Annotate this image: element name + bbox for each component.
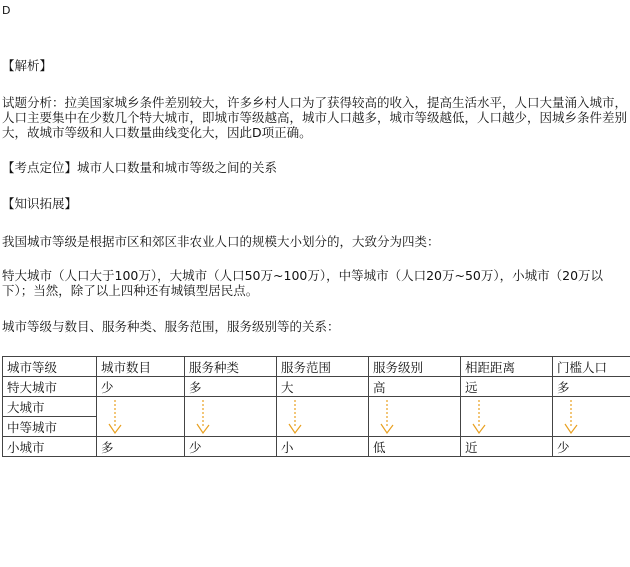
table-row: [3, 377, 630, 397]
analysis-heading: 【解析】: [2, 58, 53, 73]
answer-letter: D: [2, 4, 11, 17]
table-cell: 多: [97, 437, 185, 457]
key-point-text: 城市人口数量和城市等级之间的关系: [77, 160, 278, 175]
table-cell: 大城市: [3, 397, 97, 417]
table-cell: 低: [369, 437, 461, 457]
extension-paragraph-1: 我国城市等级是根据市区和郊区非农业人口的规模大小划分的，大致分为四类：: [2, 234, 440, 249]
table-cell: 近: [461, 437, 553, 457]
trend-arrow-icon: [379, 399, 395, 435]
trend-arrow-icon: [287, 399, 303, 435]
table-cell: 少: [185, 437, 277, 457]
key-point-heading: [2, 160, 277, 175]
key-point-label: 【考点定位】: [2, 160, 78, 175]
table-cell: 小城市: [3, 437, 97, 457]
table-header-cell: 门槛人口: [553, 357, 630, 377]
trend-arrow-cell: [461, 397, 553, 437]
trend-arrow-icon: [471, 399, 487, 435]
trend-arrow-cell: [369, 397, 461, 437]
trend-arrow-cell: [97, 397, 185, 437]
table-header-cell: 服务范围: [277, 357, 369, 377]
table-header-cell: 城市数目: [97, 357, 185, 377]
table-cell: 少: [97, 377, 185, 397]
table-header-cell: 服务级别: [369, 357, 461, 377]
table-cell: 特大城市: [3, 377, 97, 397]
table-cell: 小: [277, 437, 369, 457]
table-header-cell: 服务种类: [185, 357, 277, 377]
extension-paragraph-3: 城市等级与数目、服务种类、服务范围，服务级别等的关系：: [2, 319, 340, 334]
table-row: [3, 397, 630, 417]
table-header-cell: 相距距离: [461, 357, 553, 377]
table-cell: 多: [553, 377, 630, 397]
table-cell: 远: [461, 377, 553, 397]
trend-arrow-cell: [277, 397, 369, 437]
trend-arrow-cell: [185, 397, 277, 437]
table-cell: 中等城市: [3, 417, 97, 437]
trend-arrow-icon: [107, 399, 123, 435]
table-header-row: [3, 357, 630, 377]
trend-arrow-cell: [553, 397, 630, 437]
extension-paragraph-2: 特大城市（人口大于100万），大城市（人口50万~100万），中等城市（人口20万~50万），小城市（20万以下）；当然，除了以上四种还有城镇型居民点。: [2, 268, 604, 298]
trend-arrow-icon: [195, 399, 211, 435]
extension-heading: 【知识拓展】: [2, 196, 78, 211]
trend-arrow-icon: [563, 399, 579, 435]
table-row: [3, 437, 630, 457]
table-cell: 高: [369, 377, 461, 397]
table-header-cell: 城市等级: [3, 357, 97, 377]
table-cell: 大: [277, 377, 369, 397]
analysis-text: 试题分析：拉美国家城乡条件差别较大，许多乡村人口为了获得较高的收入，提高生活水平，人口大量涌入城市，人口主要集中在少数几个特大城市，即城市等级越高，城市人口越多，城市等级越低，人口越少，因城乡条件差别大，故城市等级和人口数量曲线变化大，因此D项正确。: [2, 95, 628, 140]
table-cell: 少: [553, 437, 630, 457]
city-relation-table: [2, 356, 630, 457]
table-cell: 多: [185, 377, 277, 397]
